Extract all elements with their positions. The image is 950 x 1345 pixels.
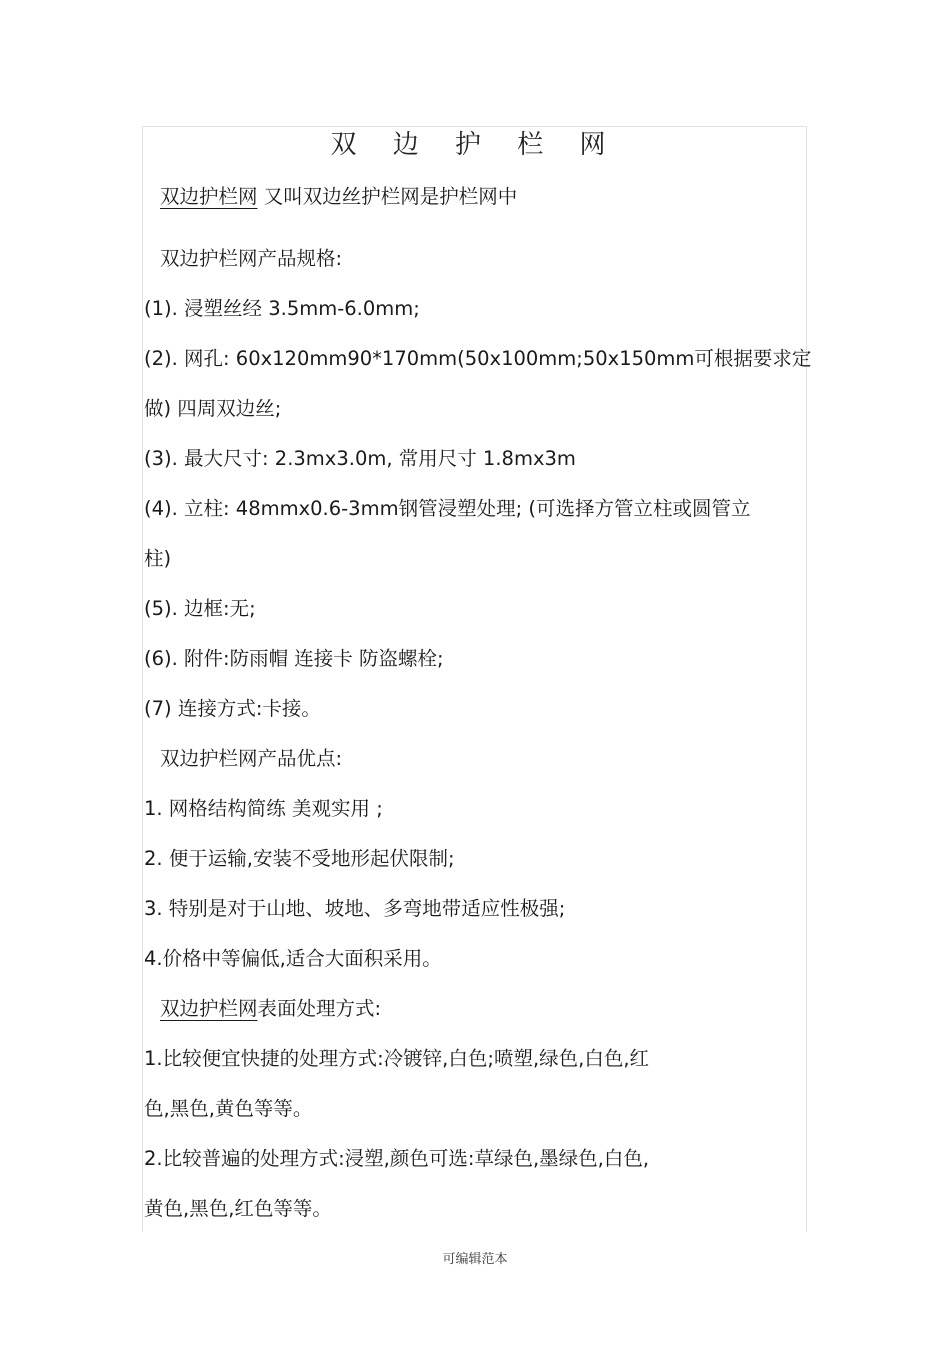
surface-line-1-cont: 色,黑色,黄色等等。 [144, 1097, 313, 1120]
spec-line-3: (3). 最大尺寸: 2.3mx3.0m, 常用尺寸 1.8mx3m [144, 447, 576, 470]
intro-paragraph [160, 184, 517, 210]
surface-line-1: 1.比较便宜快捷的处理方式:冷镀锌,白色;喷塑,绿色,白色,红 [144, 1047, 650, 1070]
advantage-1: 1. 网格结构简练 美观实用 ; [144, 797, 383, 820]
intro-link[interactable]: 双边护栏网 [160, 185, 258, 208]
intro-text: 又叫双边丝护栏网是护栏网中 [257, 185, 518, 208]
surface-heading [160, 996, 381, 1022]
surface-line-2: 2.比较普遍的处理方式:浸塑,颜色可选:草绿色,墨绿色,白色, [144, 1147, 650, 1170]
spec-line-1: (1). 浸塑丝经 3.5mm-6.0mm; [144, 297, 420, 320]
surface-heading-text: 表面处理方式: [257, 997, 382, 1020]
footer-caption: 可编辑范本 [442, 1252, 508, 1267]
spec-line-2: (2). 网孔: 60x120mm90*170mm(50x100mm;50x150mm可根据要求定 [144, 347, 812, 370]
spec-line-4: (4). 立柱: 48mmx0.6-3mm钢管浸塑处理; (可选择方管立柱或圆管立 [144, 497, 751, 520]
spec-line-5: (5). 边框:无; [144, 597, 256, 620]
spec-line-2-cont: 做) 四周双边丝; [144, 397, 282, 420]
spec-line-7: (7) 连接方式:卡接。 [144, 697, 321, 720]
advantage-3: 3. 特别是对于山地、坡地、多弯地带适应性极强; [144, 897, 566, 920]
advantage-2: 2. 便于运输,安装不受地形起伏限制; [144, 847, 455, 870]
surface-link[interactable]: 双边护栏网 [160, 997, 258, 1020]
spec-heading: 双边护栏网产品规格: [160, 247, 343, 270]
advantages-heading: 双边护栏网产品优点: [160, 747, 343, 770]
spec-line-6: (6). 附件:防雨帽 连接卡 防盗螺栓; [144, 647, 444, 670]
spec-line-4-cont: 柱) [144, 547, 172, 570]
advantage-4: 4.价格中等偏低,适合大面积采用。 [144, 947, 442, 970]
document-title: 双 边 护 栏 网 [330, 130, 620, 160]
surface-line-2-cont: 黄色,黑色,红色等等。 [144, 1197, 332, 1220]
